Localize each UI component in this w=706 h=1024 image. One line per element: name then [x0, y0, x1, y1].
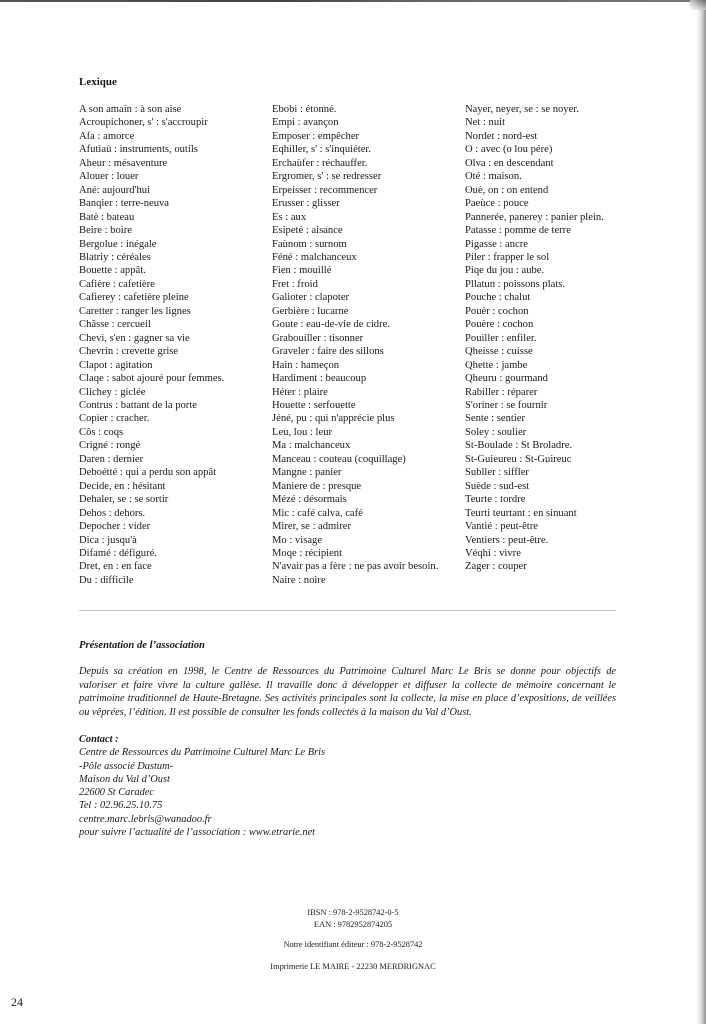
lexique-entry: Soley : soulier — [465, 426, 527, 438]
printer-line: Imprimerie LE MAIRE - 22230 MERDRIGNAC — [270, 962, 436, 971]
lexique-entry: Emposer : empêcher — [272, 130, 360, 142]
lexique-entry: Leu, lou : leur — [272, 426, 333, 438]
section-divider — [79, 610, 616, 611]
lexique-entry: Chevrin : crevette grise — [79, 346, 179, 358]
lexique-entry: Jéné, pu : qui n'apprécie plus — [272, 413, 395, 425]
scan-top-edge — [0, 0, 706, 2]
lexique-entry: St-Guieureu : St-Guireuc — [465, 453, 572, 465]
lexique-entry: Sente : sentier — [465, 413, 526, 425]
lexique-column-2 — [272, 103, 438, 587]
lexique-entry: Teurti teurtant : en sinuant — [465, 507, 577, 519]
paragraph-line: Depuis sa création en 1998, le Centre de Ressources du Patrimoine Culturel Marc Le Bris se donne pour objectifs de — [79, 666, 616, 677]
lexique-entry: Dehaler, se : se sortir — [79, 494, 169, 506]
contact-website: pour suivre l’actualité de l’association : www.etrarie.net — [79, 827, 316, 839]
page-corner-shadow — [690, 0, 706, 10]
lexique-entry: Faùnom : surnom — [272, 238, 347, 250]
lexique-entry: Aheur : mésaventure — [79, 157, 168, 169]
lexique-entry: Naire : noire — [272, 574, 326, 586]
lexique-entry: Gerbière : lucarne — [272, 305, 349, 317]
contact-email: centre.marc.lebris@wanadoo.fr — [79, 813, 212, 825]
contact-heading: Contact : — [79, 734, 119, 745]
lexique-entry: Ma : malchanceux — [272, 440, 351, 452]
lexique-entry: Féné : malchanceux — [272, 251, 357, 263]
lexique-entry: Contrus : battant de la porte — [79, 399, 197, 411]
lexique-entry: Pouiller : enfiler. — [465, 332, 537, 344]
lexique-entry: Beire : boire — [79, 225, 132, 237]
lexique-entry: Afutiaù : instruments, outils — [79, 144, 198, 156]
lexique-entry: Moqe : récipient — [272, 547, 343, 559]
lexique-entry: Qheuru : gourmand — [465, 373, 548, 385]
lexique-entry: Erpeisser : recommencer — [272, 184, 378, 196]
presentation-paragraph — [79, 665, 616, 719]
lexique-entry: Afa : amorce — [79, 130, 135, 142]
lexique-entry: Claqe : sabot ajouré pour femmes. — [79, 373, 225, 385]
lexique-entry: Dica : jusqu'à — [79, 534, 137, 546]
lexique-entry: Nordet : nord-est — [465, 130, 538, 142]
lexique-entry: Ebobi : étonné. — [272, 104, 337, 115]
lexique-entry: Piqe du jou : aube. — [465, 265, 545, 277]
lexique-entry: Erusser : glisser — [272, 198, 340, 210]
lexique-entry: Maniere de : presque — [272, 480, 362, 492]
lexique-column-1 — [79, 103, 224, 587]
lexique-entry: Cafierey : cafetière pleine — [79, 292, 189, 304]
lexique-entry: Ventiers : peut-être. — [465, 534, 549, 546]
lexique-entry: Manceau : couteau (coquillage) — [272, 453, 406, 465]
lexique-entry: Mirer, se : admirer — [272, 521, 351, 533]
lexique-entry: Graveler : faire des sillons — [272, 346, 384, 358]
lexique-entry: Galioter : clapoter — [272, 292, 350, 304]
isbn-line: IBSN : 978-2-9528742-0-5 — [307, 908, 399, 917]
lexique-entry: Decide, en : hésitant — [79, 480, 166, 492]
lexique-entry: Dret, en : en face — [79, 561, 152, 573]
lexique-entry: Châsse : cercueil — [79, 319, 151, 331]
lexique-entry: Daren : dernier — [79, 453, 144, 465]
lexique-entry: Pouèr : cochon — [465, 305, 529, 317]
lexique-entry: Bergolue : inégale — [79, 238, 157, 250]
page-gutter-shadow — [696, 0, 706, 1024]
ean-line: EAN : 9782952874205 — [313, 920, 393, 929]
lexique-entry: Oté : maison. — [465, 171, 522, 183]
lexique-entry: Hain : hameçon — [272, 359, 340, 371]
lexique-entry: Mézé : désormais — [272, 494, 347, 506]
lexique-entry: Ouè, on : on entend — [465, 184, 549, 196]
lexique-entry: Pigasse : ancre — [465, 238, 528, 250]
lexique-entry: Erchaùfer : réchauffer. — [272, 157, 368, 169]
contact-block — [79, 733, 325, 839]
publisher-id-line: Notre identifiant éditeur : 978-2-9528742 — [283, 940, 423, 949]
paragraph-line: patrimoine traditionnel de Haute-Bretagne. Ses activités principales sont la collecte, la mise en place d’expositions, de veillées — [79, 693, 616, 704]
lexique-entry: Nayer, neyer, se : se noyer. — [465, 104, 579, 115]
presentation-heading: Présentation de l’association — [79, 640, 205, 651]
lexique-entry: Ané: aujourd'hui — [79, 184, 151, 196]
lexique-entry: Olva : en descendant — [465, 157, 554, 169]
lexique-entry: Blatriy : céréales — [79, 251, 151, 263]
lexique-entry: O : avec (o lou pére) — [465, 144, 553, 156]
lexique-entry: Mic : café calva, café — [272, 507, 363, 519]
lexique-entry: Difamé : défiguré. — [79, 547, 157, 559]
contact-organization: Centre de Ressources du Patrimoine Culturel Marc Le Bris — [79, 747, 326, 759]
lexique-entry: Qheisse : cuisse — [465, 346, 533, 358]
paragraph-line: ou vêprées, l’édition. Il est possible de consulter les fonds collectés à la maison du Val d’Oust. — [79, 706, 472, 718]
lexique-entry: Crigné : rongé — [79, 440, 141, 452]
lexique-entry: Vantié : peut-être — [465, 521, 538, 533]
lexique-entry: Pouche : chalut — [465, 292, 531, 304]
lexique-entry: Eqhiller, s' : s'inquiéter. — [272, 144, 372, 156]
lexique-entry: Rabiller : réparer — [465, 386, 538, 398]
lexique-entry: Fien : mouillé — [272, 265, 332, 277]
page-number: 24 — [11, 995, 23, 1009]
lexique-entry: Fret : froid — [272, 278, 318, 290]
lexique-entry: Clichey : giclée — [79, 386, 146, 398]
lexique-entry: A son amain : à son aise — [79, 104, 182, 115]
lexique-heading: Lexique — [79, 76, 117, 88]
contact-phone: Tel : 02.96.25.10.75 — [79, 800, 163, 812]
lexique-entry: Pllatun : poissons plats. — [465, 278, 566, 290]
lexique-entry: Patasse : pomme de terre — [465, 225, 571, 237]
lexique-entry: Bouette : appât. — [79, 265, 146, 277]
lexique-entry: St-Boulade : St Broladre. — [465, 440, 573, 452]
lexique-entry: Ergromer, s' : se redresser — [272, 171, 382, 183]
lexique-entry: Houette : serfouette — [272, 399, 356, 411]
lexique-entry: Banqier : terre-neuva — [79, 198, 170, 210]
lexique-entry: N'avair pas a fère : ne pas avoir besoin. — [272, 561, 439, 573]
lexique-entry: Es : aux — [272, 211, 307, 223]
lexique-entry: Copier : cracher. — [79, 413, 150, 425]
lexique-entry: Hardiment : beaucoup — [272, 373, 367, 385]
lexique-entry: Clapot : agitation — [79, 359, 153, 371]
lexique-entry: Véqhi : vivre — [465, 547, 521, 559]
lexique-entry: Pouère : cochon — [465, 319, 534, 331]
lexique-entry: Net : nuit — [465, 117, 506, 129]
lexique-entry: Mo : visage — [272, 534, 323, 546]
paragraph-line: valoriser et faire vivre la culture gallèse. Il travaille donc à développer et diffuser la collecte de mémoire concernant le — [79, 679, 616, 691]
lexique-entry: Deboétté : qui a perdu son appât — [79, 467, 217, 479]
lexique-entry: Acroupichoner, s' : s'accroupir — [79, 117, 208, 129]
lexique-entry: Depocher : vider — [79, 521, 151, 533]
lexique-entry: S'oriner : se fournir — [465, 399, 548, 411]
lexique-entry: Cafière : cafetière — [79, 278, 155, 290]
lexique-entry: Du : difficile — [79, 574, 134, 586]
lexique-entry: Batè : bateau — [79, 211, 135, 223]
lexique-entry: Chevi, s'en : gagner sa vie — [79, 332, 190, 344]
lexique-entry: Alouer : louer — [79, 171, 139, 183]
lexique-entry: Qhette : jambe — [465, 359, 528, 371]
contact-postal-code: 22600 St Caradec — [79, 787, 155, 799]
lexique-entry: Côs : coqs — [79, 426, 124, 438]
lexique-entry: Esipeté : aisance — [272, 225, 343, 237]
lexique-entry: Empi : avançon — [272, 117, 339, 129]
lexique-entry: Subller : siffler — [465, 467, 529, 479]
contact-affiliation: -Pôle associé Dastum- — [79, 760, 174, 772]
lexique-entry: Goute : eau-de-vie de cidre. — [272, 319, 390, 331]
lexique-entry: Mangne : panier — [272, 467, 342, 479]
lexique-entry: Zager : couper — [465, 561, 527, 573]
lexique-entry: Suède : sud-est — [465, 480, 530, 492]
lexique-entry: Caretter : ranger les lignes — [79, 305, 191, 317]
lexique-column-3 — [465, 103, 604, 574]
lexique-entry: Dehos : dehors. — [79, 507, 146, 519]
lexique-entry: Paeùce : pouce — [465, 198, 529, 210]
lexique-entry: Teurte : tordre — [465, 494, 526, 506]
lexique-entry: Grabouiller : tisonner — [272, 332, 364, 344]
contact-address-line: Maison du Val d’Oust — [79, 773, 170, 785]
lexique-entry: Héter : plaire — [272, 386, 328, 398]
lexique-entry: Pannerée, panerey : panier plein. — [465, 211, 604, 223]
lexique-entry: Piler : frapper le sol — [465, 251, 550, 263]
